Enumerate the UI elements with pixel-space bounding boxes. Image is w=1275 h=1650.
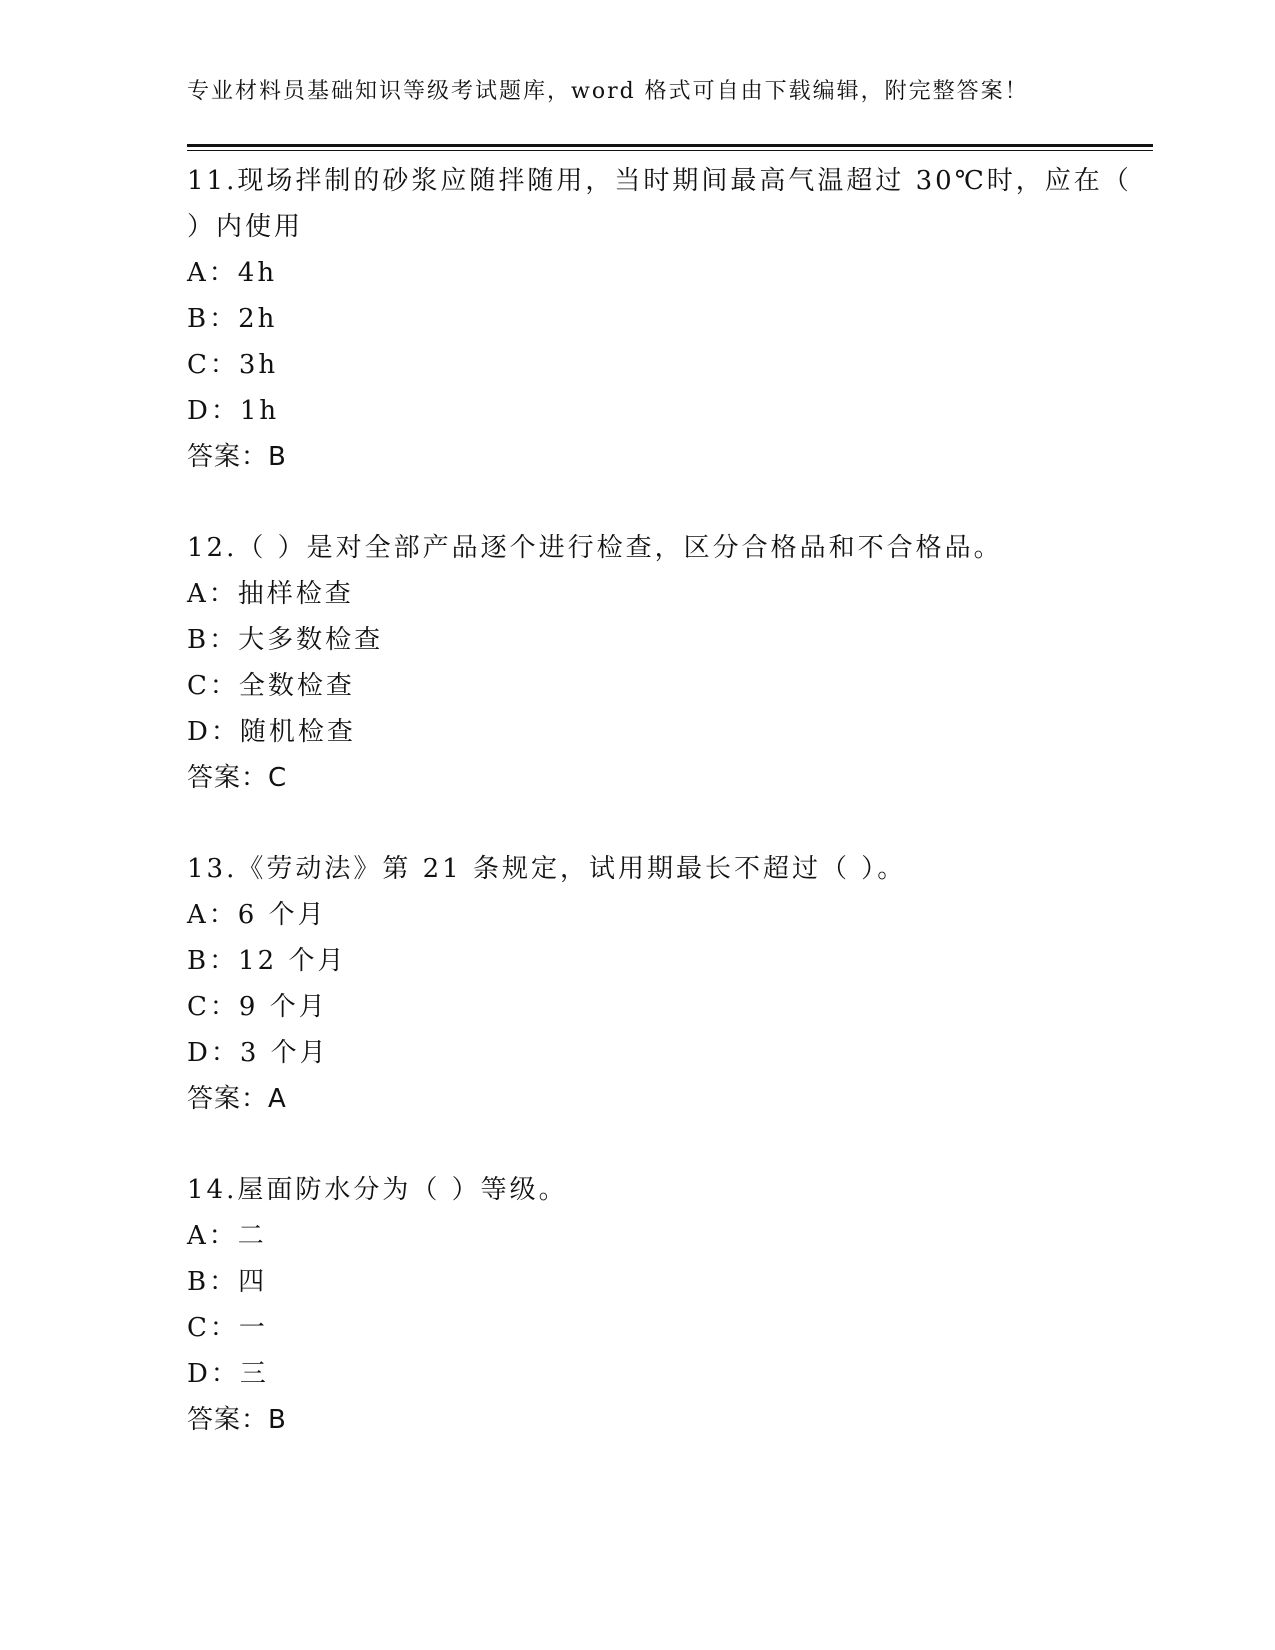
header-rule-thin — [187, 150, 1153, 151]
question-11 — [187, 158, 1153, 480]
question-stem: 13.《劳动法》第 21 条规定，试用期最长不超过（ ）。 — [187, 854, 907, 884]
question-list — [187, 158, 1153, 1443]
question-12 — [187, 525, 1153, 801]
answer-line: 答案：B — [187, 442, 287, 472]
option-a: A：二 — [187, 1221, 267, 1251]
option-d: D：随机检查 — [187, 717, 356, 747]
question-stem: 14.屋面防水分为（ ）等级。 — [187, 1175, 568, 1205]
option-d: D：三 — [187, 1359, 269, 1389]
question-14 — [187, 1167, 1153, 1443]
answer-line: 答案：B — [187, 1405, 287, 1435]
option-d: D：1h — [187, 396, 280, 426]
question-spacer — [187, 801, 1153, 846]
option-c: C：全数检查 — [187, 671, 355, 701]
option-b: B：12 个月 — [187, 946, 347, 976]
option-a: A：6 个月 — [187, 900, 327, 930]
option-a: A：抽样检查 — [187, 579, 354, 609]
option-c: C：一 — [187, 1313, 268, 1343]
option-c: C：3h — [187, 350, 279, 380]
option-a: A：4h — [187, 258, 278, 288]
option-c: C：9 个月 — [187, 992, 328, 1022]
option-d: D：3 个月 — [187, 1038, 329, 1068]
question-spacer — [187, 1122, 1153, 1167]
header-rule-thick — [187, 144, 1153, 147]
option-b: B：2h — [187, 304, 278, 334]
option-b: B：四 — [187, 1267, 268, 1297]
answer-line: 答案：A — [187, 1084, 287, 1114]
option-b: B：大多数检查 — [187, 625, 384, 655]
question-stem: 12.（ ）是对全部产品逐个进行检查，区分合格品和不合格品。 — [187, 533, 1003, 563]
question-stem: 11.现场拌制的砂浆应随拌随用，当时期间最高气温超过 30℃时，应在（ ）内使用 — [187, 166, 1132, 242]
page-header: 专业材料员基础知识等级考试题库，word 格式可自由下载编辑，附完整答案！ — [187, 79, 1029, 104]
answer-line: 答案：C — [187, 763, 288, 793]
question-spacer — [187, 480, 1153, 525]
question-13 — [187, 846, 1153, 1122]
